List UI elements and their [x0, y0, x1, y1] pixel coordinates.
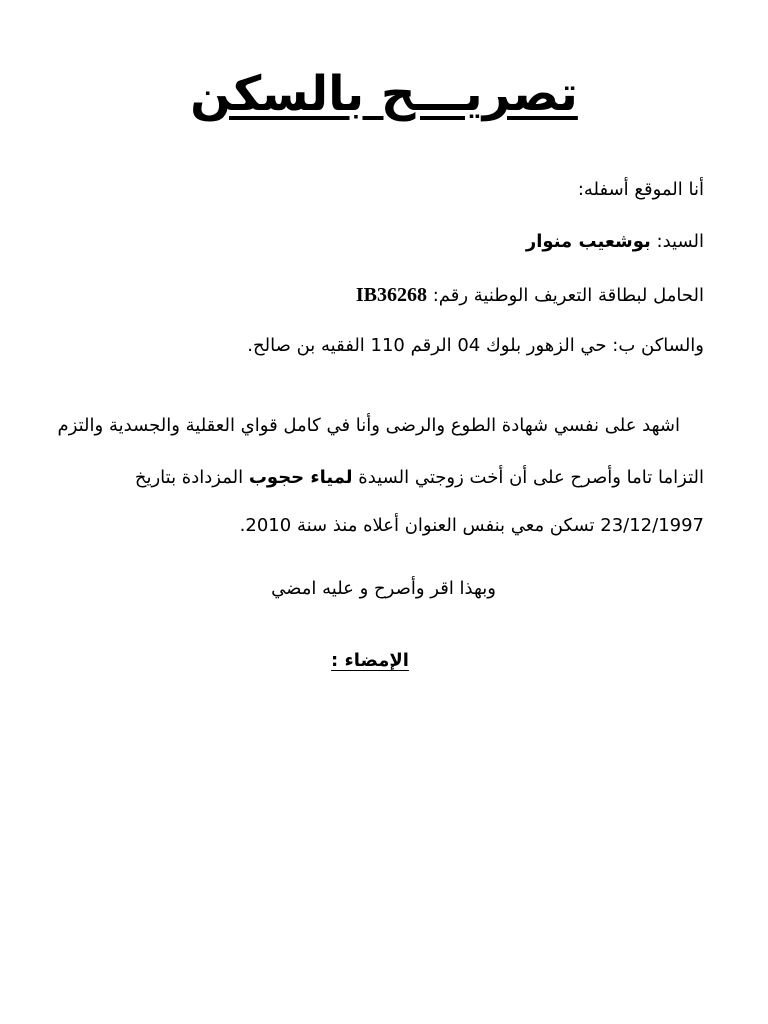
paragraph-line-2-end: المزدادة بتاريخ [134, 467, 244, 488]
name-line [526, 233, 704, 251]
declarant-name: بوشعيب منوار [525, 231, 651, 252]
sister-name: لمياء حجوب [248, 467, 353, 488]
document-title: تصريـــح بالسكن [190, 66, 578, 122]
id-line [356, 285, 704, 305]
closing-line: وبهذا اقر وأصرح و عليه امضي [271, 578, 496, 599]
paragraph-line-1: اشهد على نفسي شهادة الطوع والرضى وأنا في كامل قواي العقلية والجسدية والتزم [57, 415, 680, 436]
intro-line: أنا الموقع أسفله: [577, 179, 704, 200]
name-prefix: السيد: [656, 231, 704, 252]
id-prefix: الحامل لبطاقة التعريف الوطنية رقم: [432, 285, 704, 306]
signature-label: الإمضاء : [331, 650, 409, 671]
address-line: والساكن ب: حي الزهور بلوك 04 الرقم 110 الفقيه بن صالح. [247, 335, 704, 356]
paragraph-line-2 [135, 469, 704, 487]
paragraph-line-3: 23/12/1997 تسكن معي بنفس العنوان أعلاه منذ سنة 2010. [239, 515, 704, 536]
paragraph-line-2-start: التزاما تاما وأصرح على أن أخت زوجتي السيدة [358, 467, 704, 488]
id-number: IB36268 [355, 284, 427, 306]
